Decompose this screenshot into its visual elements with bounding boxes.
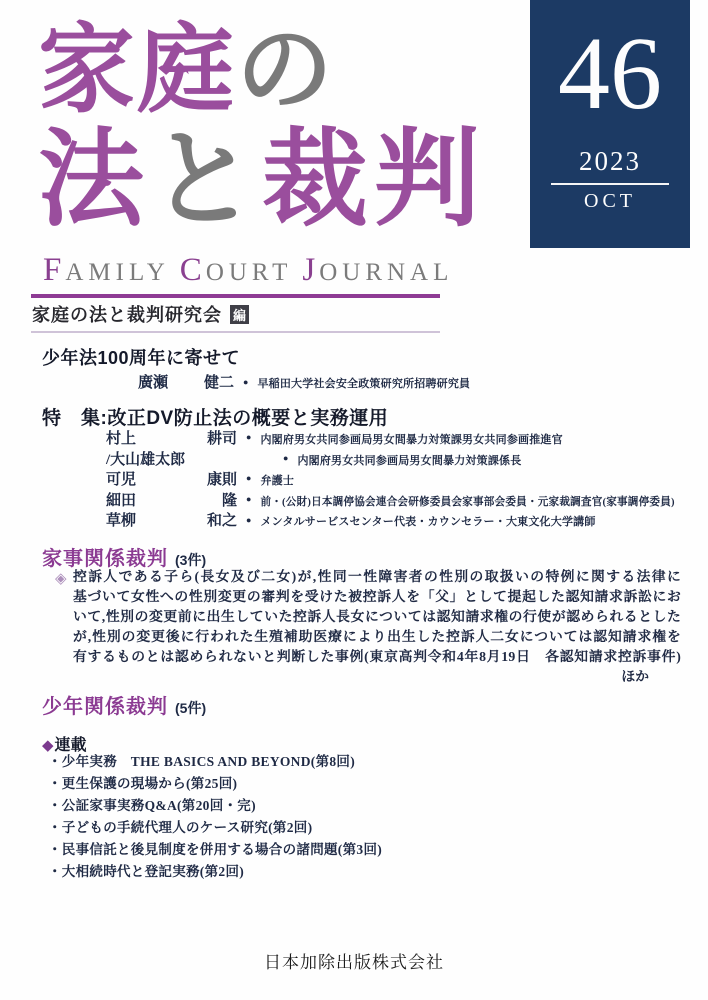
author-affiliation: メンタルサービスセンター代表・カウンセラー・大東文化大学講師 [260, 516, 596, 529]
serial-item: ・更生保護の現場から(第25回) [48, 776, 238, 791]
purple-rule [31, 294, 440, 298]
author-surname: 細田 [106, 492, 137, 509]
author-givenname: 隆 [221, 492, 237, 509]
feature-author-row [106, 468, 675, 489]
editor-name: 家庭の法と裁判研究会 [32, 305, 222, 325]
journal-subtitle-english [43, 252, 453, 289]
case-summary-line: が,性別の変更後に行われた生殖補助医療により出生した控訴人二女については認知請求権を [73, 629, 681, 644]
author-affiliation: 内閣府男女共同参画局男女間暴力対策課男女共同参画推進官 [260, 434, 563, 446]
title-segment: の [236, 15, 335, 124]
case-summary-line: 有するものとは認められないと判断した事例(東京高判令和4年8月19日 各認知請求控訴事件) [73, 649, 681, 664]
serials-title: 連載 [54, 737, 87, 754]
bullet-icon: ● [283, 452, 289, 463]
subtitle-initial: F [43, 252, 66, 288]
case-summary-text [73, 567, 681, 687]
serial-item: ・子どもの手続代理人のケース研究(第2回) [48, 820, 313, 835]
journal-title-line1 [38, 14, 486, 125]
case-summary-line: 控訴人である子ら(長女及び二女)が,性同一性障害者の性別の取扱いの特例に関する法律に [73, 569, 681, 584]
author-fullname: /大山雄太郎 [106, 451, 186, 468]
journal-title-line2 [38, 121, 486, 239]
bullet-icon: ● [246, 473, 252, 484]
case-summary-line: 基づいて女性への性別変更の審判を受けた被控訴人を「父」として提起した認知請求訴訟にお [73, 589, 681, 604]
author-name [138, 371, 234, 392]
serial-item: ・少年実務 THE BASICS AND BEYOND(第8回) [48, 754, 356, 769]
subtitle-initial: J [302, 252, 320, 288]
family-cases-title: 家事関係裁判 [42, 548, 168, 570]
bullet-icon: ● [246, 432, 252, 443]
lavender-rule [31, 331, 440, 333]
lead-author-row [138, 371, 470, 392]
author-givenname: 耕司 [206, 431, 237, 447]
bullet-icon: ● [246, 494, 252, 505]
serial-item: ・民事信託と後見制度を併用する場合の諸問題(第3回) [48, 842, 383, 857]
feature-author-row [106, 427, 675, 448]
case-summary-line: いて,性別の変更前に出生していた控訴人長女については認知請求権の行使が認められるとした [73, 609, 681, 624]
juvenile-cases-title: 少年関係裁判 [42, 696, 168, 718]
case-summary [55, 567, 683, 687]
author-surname: 廣瀬 [138, 375, 169, 391]
feature-author-row [106, 509, 675, 530]
lead-article-title: 少年法100周年に寄せて [42, 348, 241, 368]
juvenile-cases-header [42, 690, 206, 719]
bullet-icon: ● [246, 514, 252, 525]
title-segment: と [150, 121, 262, 239]
issue-number: 46 [558, 16, 662, 131]
title-segment: 裁判 [262, 121, 486, 239]
feature-author-row [106, 448, 675, 469]
title-segment: 家庭 [38, 15, 236, 124]
serials-list [48, 751, 382, 883]
author-name [106, 448, 274, 469]
subtitle-text: AMILY [65, 259, 170, 286]
subtitle-text: OURNAL [319, 259, 454, 286]
author-name [106, 468, 237, 489]
diamond-icon: ◆ [42, 737, 54, 754]
author-name [106, 489, 237, 510]
family-cases-count: (3件) [175, 552, 207, 568]
subtitle-initial: C [179, 252, 206, 288]
author-givenname: 健二 [203, 375, 234, 391]
editor-line [32, 301, 249, 327]
author-affiliation: 内閣府男女共同参画局男女間暴力対策課係長 [297, 454, 522, 467]
issue-month: OCT [584, 190, 636, 212]
feature-title: 特 集:改正DV防止法の概要と実務運用 [42, 408, 389, 429]
subtitle-text: OURT [205, 259, 293, 286]
diamond-ornament-icon: ◈ [55, 571, 67, 587]
title-segment: 法 [38, 121, 150, 239]
author-name [106, 427, 237, 448]
author-affiliation: 弁護士 [260, 475, 295, 488]
editor-badge: 編 [230, 305, 249, 324]
author-surname: 可児 [106, 472, 137, 489]
author-givenname: 康則 [206, 472, 237, 489]
publisher-name: 日本加除出版株式会社 [264, 953, 444, 972]
feature-author-list [106, 427, 675, 530]
author-affiliation: 早稲田大学社会安全政策研究所招聘研究員 [257, 378, 471, 390]
issue-box [530, 0, 690, 248]
journal-title [38, 14, 486, 239]
serial-item: ・公証家事実務Q&A(第20回・完) [48, 798, 256, 813]
case-summary-more: ほか [621, 669, 649, 684]
author-name [106, 509, 237, 530]
issue-year: 2023 [579, 146, 641, 176]
issue-divider-line [551, 183, 669, 185]
feature-author-row [106, 489, 675, 510]
serial-item: ・大相続時代と登記実務(第2回) [48, 864, 245, 879]
juvenile-cases-count: (5件) [175, 700, 207, 716]
author-surname: 草柳 [106, 513, 137, 530]
bullet-icon: ● [243, 376, 249, 387]
author-affiliation: 前・(公財)日本調停協会連合会研修委員会家事部会委員・元家裁調査官(家事調停委員) [260, 496, 675, 508]
author-givenname: 和之 [206, 513, 237, 530]
author-surname: 村上 [106, 431, 137, 447]
